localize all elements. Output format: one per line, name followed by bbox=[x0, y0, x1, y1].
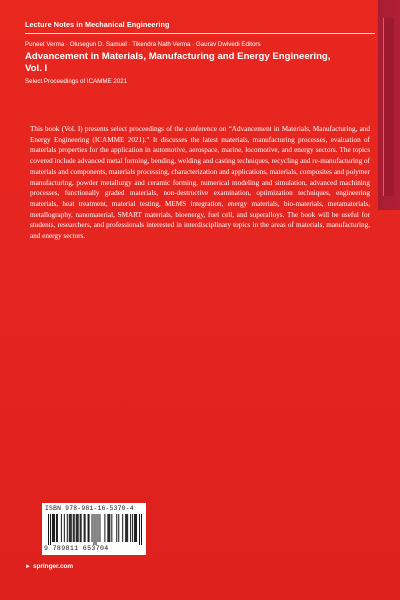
isbn-label: ISBN 978-981-16-5370-4 bbox=[45, 505, 134, 512]
barcode-bar bbox=[122, 514, 123, 542]
barcode-bar bbox=[141, 514, 142, 545]
isbn-barcode-box bbox=[42, 503, 146, 555]
barcode-bar bbox=[76, 514, 77, 542]
barcode-bar bbox=[77, 514, 78, 542]
barcode-bar bbox=[81, 514, 82, 542]
barcode-bar bbox=[57, 514, 58, 542]
barcode-bar bbox=[95, 514, 96, 545]
barcode-bar bbox=[116, 514, 117, 542]
barcode-bar bbox=[73, 514, 74, 542]
barcode-bar bbox=[53, 514, 54, 542]
barcode-bar bbox=[78, 514, 79, 542]
book-title-line-2: Vol. I bbox=[25, 63, 48, 75]
barcode-bar bbox=[109, 514, 110, 542]
barcode-bar bbox=[125, 514, 126, 542]
barcode-bar bbox=[135, 514, 136, 542]
barcode-bar bbox=[108, 514, 109, 542]
barcode-bar bbox=[67, 514, 68, 542]
barcode-bar bbox=[130, 514, 131, 542]
barcode-bar bbox=[70, 514, 71, 542]
barcode-bar bbox=[104, 514, 105, 542]
barcode-bar bbox=[50, 514, 51, 545]
barcode-bar bbox=[111, 514, 112, 542]
barcode-bar bbox=[132, 514, 133, 542]
spine-inner-strip bbox=[383, 18, 394, 196]
spine-band bbox=[378, 0, 400, 210]
barcode-bar bbox=[52, 514, 53, 542]
barcode-bar bbox=[107, 514, 108, 542]
barcode-icon bbox=[48, 514, 142, 545]
barcode-bar bbox=[71, 514, 72, 542]
barcode-bar bbox=[64, 514, 65, 542]
header-divider bbox=[25, 33, 375, 34]
book-title-line-1: Advancement in Materials, Manufacturing and Energy Engineering, bbox=[25, 51, 331, 62]
book-description: This book (Vol. I) presents select proceedings of the conference on “Advancement in Materials, Manufacturing, and Energy Engineering (ICAMME 2021).” It discusses the latest materials, manufacturing processes, evaluation of materials properties for the application in automotive, aerospace, marine, locomotive, and energy sectors. The topics covered include advanced metal forming, bending, welding and casting techniques, recycling and re-manufacturing of materials and components, materials processing, characterization and applications, materials, composites and polymer manufacturing, powder metallurgy and ceramic forming, numerical modeling and simulation, advanced machining processes, functionally graded materials, non-destructive examination, optimization techniques, engineering materials, heat treatment, material testing, MEMS integration, energy materials, bio-materials, metamaterials, metallography, nanomaterial, SMART materials, bioenergy, fuel cell, and superalloys. The book will be useful for students, researchers, and professionals interested in interdisciplinary topics in the areas of materials, manufacturing, and energy sectors. bbox=[30, 125, 370, 241]
barcode-bar bbox=[69, 514, 70, 542]
barcode-bar bbox=[92, 514, 93, 542]
barcode-bar bbox=[127, 514, 128, 542]
barcode-bar bbox=[139, 514, 140, 545]
book-subtitle: Select Proceedings of ICAMME 2021 bbox=[25, 78, 128, 85]
barcode-bar bbox=[99, 514, 100, 542]
editors-line: Puneet Verma · Olusegun D. Samuel · Tikendra Nath Verma · Gaurav Dwivedi Editors bbox=[25, 41, 261, 48]
barcode-bar bbox=[134, 514, 135, 542]
barcode-bar bbox=[61, 514, 62, 542]
book-title bbox=[25, 51, 365, 75]
barcode-bar bbox=[126, 514, 127, 542]
series-title: Lecture Notes in Mechanical Engineering bbox=[25, 20, 170, 29]
barcode-bar bbox=[74, 514, 75, 542]
barcode-bar bbox=[54, 514, 55, 542]
barcode-bar bbox=[48, 514, 49, 545]
barcode-bar bbox=[84, 514, 85, 542]
barcode-bar bbox=[136, 514, 137, 542]
barcode-bar bbox=[56, 514, 57, 542]
barcode-bar bbox=[89, 514, 90, 542]
barcode-digits: 9 789811 653704 bbox=[44, 545, 109, 552]
barcode-bar bbox=[94, 514, 95, 545]
barcode-bar bbox=[97, 514, 98, 542]
barcode-bar bbox=[118, 514, 119, 542]
barcode-bar bbox=[88, 514, 89, 542]
barcode-bar bbox=[80, 514, 81, 542]
publisher-link[interactable] bbox=[25, 563, 73, 570]
arrow-right-icon: ► bbox=[25, 564, 31, 570]
barcode-bar bbox=[85, 514, 86, 542]
publisher-url: springer.com bbox=[32, 563, 74, 570]
